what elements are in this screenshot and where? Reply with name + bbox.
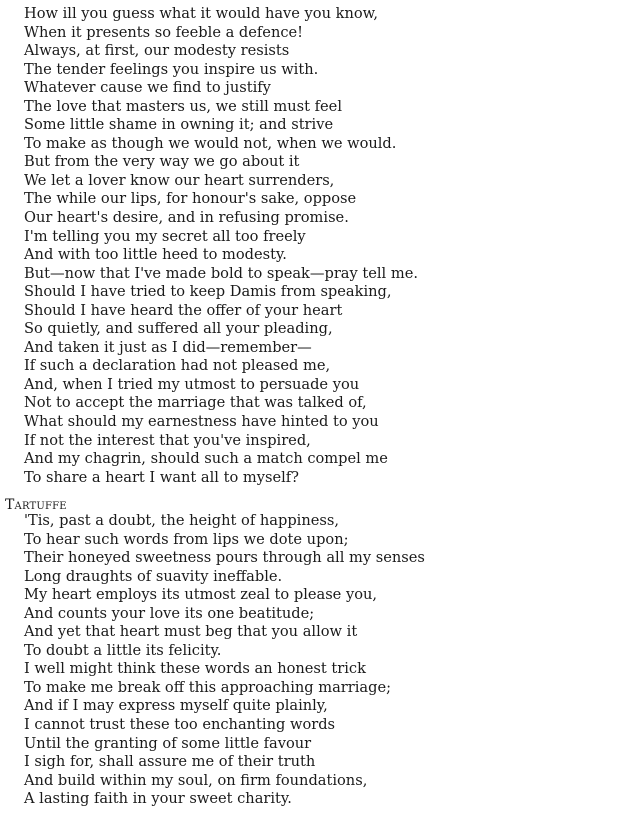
verse-line: And, when I tried my utmost to persuade you <box>24 375 360 393</box>
verse-line: And with too little heed to modesty. <box>24 246 287 264</box>
verse-line: Until the granting of some little favour <box>24 734 312 752</box>
verse-line: To share a heart I want all to myself? <box>24 468 299 486</box>
verse-line: And yet that heart must beg that you allow it <box>24 623 358 641</box>
verse-line: I'm telling you my secret all too freely <box>24 227 306 245</box>
verse-line: Our heart's desire, and in refusing promise. <box>24 209 349 227</box>
verse-line: And if I may express myself quite plainly, <box>24 697 328 715</box>
verse-line: Should I have heard the offer of your heart <box>24 301 343 319</box>
verse-line: My heart employs its utmost zeal to please you, <box>24 586 378 604</box>
verse-line: But from the very way we go about it <box>24 153 300 171</box>
speech-elmire <box>0 5 418 487</box>
verse-line: To hear such words from lips we dote upon; <box>24 530 349 548</box>
verse-line: I well might think these words an honest trick <box>24 660 366 678</box>
verse-line: Some little shame in owning it; and strive <box>24 116 334 134</box>
verse-line: When it presents so feeble a defence! <box>24 23 304 41</box>
verse-line: I sigh for, shall assure me of their truth <box>24 753 316 771</box>
verse-line: To make as though we would not, when we would. <box>24 134 397 152</box>
speech-tartuffe <box>0 512 425 809</box>
verse-line: I cannot trust these too enchanting words <box>24 716 336 734</box>
verse-line: If such a declaration had not pleased me, <box>24 357 331 375</box>
verse-line: To make me break off this approaching marriage; <box>24 678 392 696</box>
verse-line: And counts your love its one beatitude; <box>24 604 315 622</box>
verse-line: What should my earnestness have hinted to you <box>24 413 379 431</box>
verse-line: Whatever cause we find to justify <box>24 79 271 97</box>
verse-line: Always, at first, our modesty resists <box>24 42 290 60</box>
verse-line: The while our lips, for honour's sake, oppose <box>24 190 357 208</box>
verse-line: A lasting faith in your sweet charity. <box>24 790 292 808</box>
verse-line: Long draughts of suavity ineffable. <box>24 567 283 585</box>
verse-line: And taken it just as I did—remember— <box>24 338 312 356</box>
verse-line: If not the interest that you've inspired, <box>24 431 311 449</box>
verse-line: But—now that I've made bold to speak—pray tell me. <box>24 264 418 282</box>
verse-line: And my chagrin, should such a match compel me <box>24 450 388 468</box>
verse-line: The love that masters us, we still must feel <box>24 97 342 115</box>
verse-line: 'Tis, past a doubt, the height of happiness, <box>24 512 339 529</box>
verse-line: Should I have tried to keep Damis from speaking, <box>24 283 392 301</box>
verse-line: Their honeyed sweetness pours through all my senses <box>24 549 425 567</box>
verse-line: So quietly, and suffered all your pleading, <box>24 320 333 338</box>
verse-line: And build within my soul, on firm foundations, <box>24 771 368 789</box>
speaker-name: Tartuffe <box>5 497 67 513</box>
verse-line: The tender feelings you inspire us with. <box>24 60 319 78</box>
verse-line: Not to accept the marriage that was talked of, <box>24 394 367 412</box>
verse-line: We let a lover know our heart surrenders, <box>24 171 335 189</box>
verse-line: How ill you guess what it would have you know, <box>24 5 379 22</box>
verse-line: To doubt a little its felicity. <box>24 641 222 659</box>
